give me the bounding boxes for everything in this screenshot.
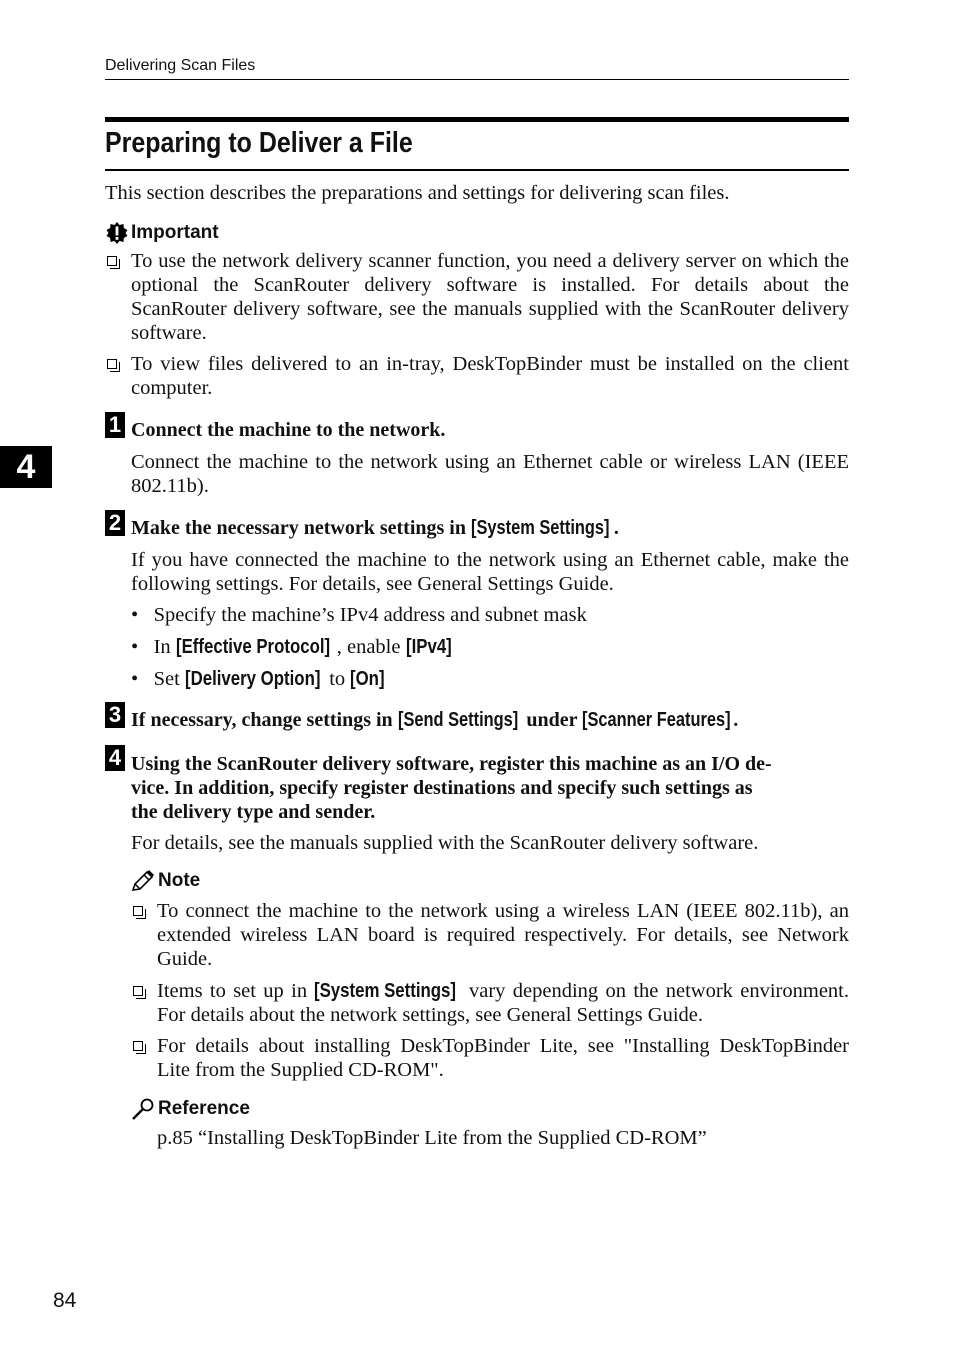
note-heading bbox=[131, 870, 200, 892]
step-4-heading: Using the ScanRouter delivery software, register this machine as an I/O de- vice. In addition, specify register destinations and specify such settings as the delivery type and sender. bbox=[131, 753, 772, 823]
step-2-number-icon: 2 bbox=[105, 510, 125, 536]
bullet-item: • In [Effective Protocol] , enable [IPv4] bbox=[131, 635, 452, 658]
step-4-body: For details, see the manuals supplied with the ScanRouter delivery software. bbox=[131, 832, 759, 854]
checkbox-bullet-icon bbox=[107, 256, 117, 266]
running-header: Delivering Scan Files bbox=[105, 57, 256, 74]
step-2-heading: Make the necessary network settings in [System Settings] . bbox=[131, 517, 619, 539]
checkbox-bullet-icon bbox=[133, 1041, 143, 1051]
pencil-icon bbox=[131, 870, 155, 892]
step-2-body: If you have connected the machine to the network using an Ethernet cable, make the following settings. For details, see General Settings Guide. bbox=[131, 549, 849, 595]
note-item-3: For details about installing DeskTopBinder Lite, see "Installing DeskTopBinder Lite from the Supplied CD-ROM". bbox=[157, 1035, 849, 1081]
intro-text: This section describes the preparations and settings for delivering scan files. bbox=[105, 182, 730, 204]
step-3-number-icon: 3 bbox=[105, 702, 125, 728]
chapter-tab: 4 bbox=[0, 446, 52, 488]
step-1-heading: Connect the machine to the network. bbox=[131, 419, 446, 441]
note-label: Note bbox=[158, 870, 201, 891]
title-bottom-rule bbox=[105, 169, 849, 171]
reference-link[interactable]: p.85 “Installing DeskTopBinder Lite from the Supplied CD-ROM” bbox=[157, 1127, 707, 1149]
important-icon bbox=[105, 221, 129, 245]
important-item-1: To use the network delivery scanner function, you need a delivery server on which the optional the ScanRouter delivery software is installed. For details about the ScanRouter delivery software, see the manuals supplied with the ScanRouter delivery software. bbox=[131, 250, 849, 344]
note-item-2: Items to set up in [System Settings] vary depending on the network environment. For details about the network settings, see General Settings Guide. bbox=[157, 979, 849, 1026]
important-heading bbox=[105, 221, 219, 245]
note-item-1: To connect the machine to the network using a wireless LAN (IEEE 802.11b), an extended wireless LAN board is required respectively. For details, see Network Guide. bbox=[157, 900, 849, 970]
checkbox-bullet-icon bbox=[133, 986, 143, 996]
page-number: 84 bbox=[53, 1289, 77, 1312]
system-settings-key: [System Settings] bbox=[470, 517, 610, 539]
bullet-item: • Specify the machine’s IPv4 address and subnet mask bbox=[131, 604, 587, 626]
step-3-heading: If necessary, change settings in [Send Settings] under [Scanner Features] . bbox=[131, 709, 739, 731]
title-top-rule bbox=[105, 117, 849, 122]
step-1-body: Connect the machine to the network using an Ethernet cable or wireless LAN (IEEE 802.11b). bbox=[131, 451, 849, 497]
magnifier-icon bbox=[131, 1098, 155, 1120]
section-title: Preparing to Deliver a File bbox=[105, 127, 413, 159]
reference-label: Reference bbox=[158, 1098, 250, 1119]
step-4-number-icon: 4 bbox=[105, 745, 125, 771]
checkbox-bullet-icon bbox=[107, 359, 117, 369]
important-item-2: To view files delivered to an in-tray, DeskTopBinder must be installed on the client computer. bbox=[131, 353, 849, 399]
header-divider bbox=[105, 79, 849, 80]
step-1-number-icon: 1 bbox=[105, 412, 125, 438]
reference-heading bbox=[131, 1098, 250, 1120]
checkbox-bullet-icon bbox=[133, 906, 143, 916]
bullet-item: • Set [Delivery Option] to [On] bbox=[131, 667, 385, 690]
system-settings-key: [System Settings] bbox=[314, 979, 457, 1002]
important-label: Important bbox=[131, 222, 219, 243]
